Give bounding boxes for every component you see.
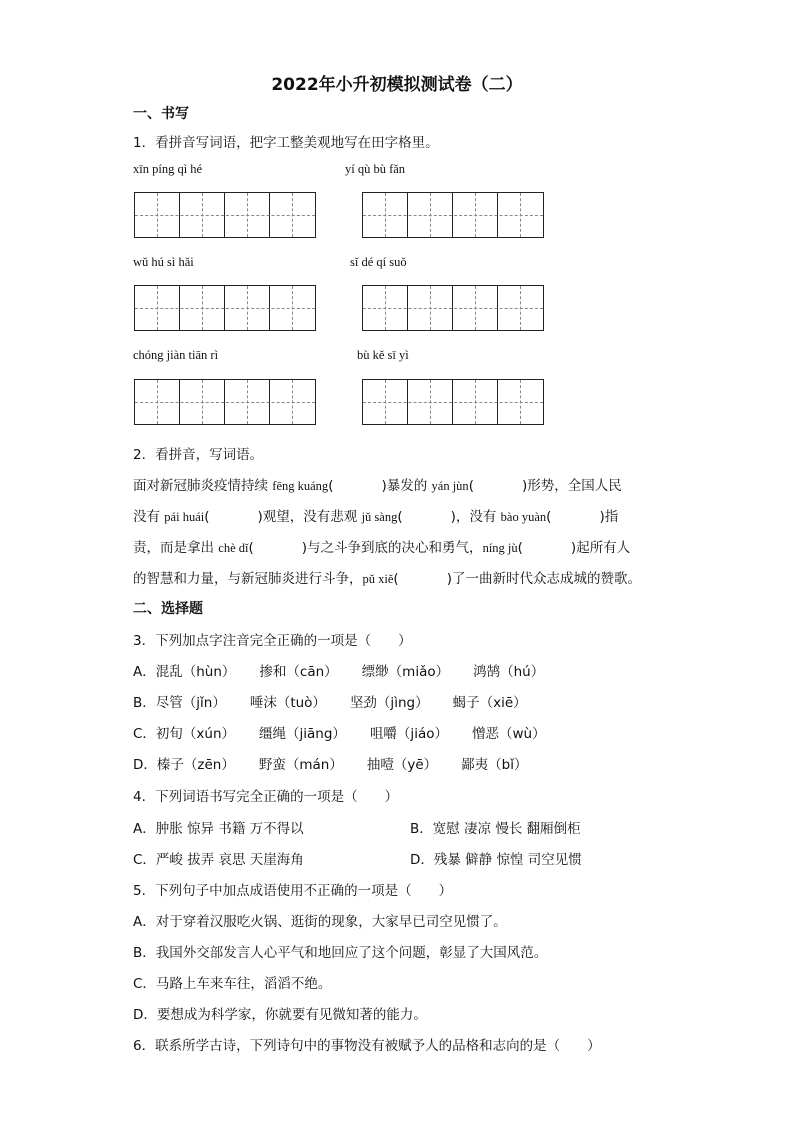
pinyin-label-6: bù kě sī yì xyxy=(357,348,409,362)
tian-grid-2[interactable] xyxy=(362,192,544,238)
q5-option-b: B．我国外交部发言人心平气和地回应了这个问题，彰显了大国风范。 xyxy=(133,945,548,961)
page-title: 2022年小升初模拟测试卷（二） xyxy=(271,75,523,95)
q5-option-d: D．要想成为科学家，你就要有见微知著的能力。 xyxy=(133,1007,427,1023)
tian-grid-6[interactable] xyxy=(362,379,544,425)
section-heading-choice: 二、选择题 xyxy=(133,601,203,617)
section-heading-writing: 一、书写 xyxy=(133,106,189,122)
q2-line-4: 的智慧和力量，与新冠肺炎进行斗争，pǔ xiě( )了一曲新时代众志成城的赞歌。 xyxy=(133,571,641,587)
question-3: 3．下列加点字注音完全正确的一项是（ ） xyxy=(133,633,412,649)
q2-line-2: 没有 pái huái( )观望，没有悲观 jǔ sàng( )，没有 bào yuàn( )指 xyxy=(133,509,619,525)
pinyin-label-4: sǐ dé qí suǒ xyxy=(350,255,407,269)
q2-line-3: 责，而是拿出 chè dǐ( )与之斗争到底的决心和勇气，níng jù( )起所有人 xyxy=(133,540,631,556)
q3-option-a: A．混乱（hùn） 掺和（cān） 缥缈（miǎo） 鸿鹄（hú） xyxy=(133,664,545,680)
q3-option-d: D．榛子（zēn） 野蛮（mán） 抽噎（yē） 鄙夷（bǐ） xyxy=(133,757,528,773)
tian-grid-5[interactable] xyxy=(134,379,316,425)
pinyin-label-2: yí qù bù fǎn xyxy=(345,162,406,176)
q4-option-b: B．宽慰 凄凉 慢长 翻厢倒柜 xyxy=(410,821,581,837)
question-4: 4．下列词语书写完全正确的一项是（ ） xyxy=(133,789,399,805)
tian-grid-3[interactable] xyxy=(134,285,316,331)
question-2: 2．看拼音，写词语。 xyxy=(133,447,264,463)
q4-option-d: D．残暴 僻静 惊惶 司空见惯 xyxy=(410,852,582,868)
pinyin-label-3: wǔ hú sì hǎi xyxy=(133,255,194,269)
q4-option-a: A．肿胀 惊异 书籍 万不得以 xyxy=(133,821,304,837)
tian-grid-1[interactable] xyxy=(134,192,316,238)
q5-option-a: A．对于穿着汉服吃火锅、逛街的现象，大家早已司空见惯了。 xyxy=(133,914,507,930)
q4-option-c: C．严峻 拔弄 哀思 天崖海角 xyxy=(133,852,304,868)
q5-option-c: C．马路上车来车往，滔滔不绝。 xyxy=(133,976,332,992)
question-1: 1．看拼音写词语，把字工整美观地写在田字格里。 xyxy=(133,135,439,151)
tian-grid-4[interactable] xyxy=(362,285,544,331)
q3-option-b: B．尽管（jǐn） 唾沫（tuò） 坚劲（jìng） 蝎子（xiē） xyxy=(133,695,527,711)
q2-line-1: 面对新冠肺炎疫情持续 fēng kuáng( )暴发的 yán jùn( )形势，全国人民 xyxy=(133,478,622,494)
q3-option-c: C．初旬（xún） 缰绳（jiāng） 咀嚼（jiáo） 憎恶（wù） xyxy=(133,726,546,742)
pinyin-label-1: xīn píng qì hé xyxy=(133,162,203,176)
pinyin-label-5: chóng jiàn tiān rì xyxy=(133,348,219,362)
question-6: 6．联系所学古诗，下列诗句中的事物没有被赋予人的品格和志向的是（ ） xyxy=(133,1038,601,1054)
question-5: 5．下列句子中加点成语使用不正确的一项是（ ） xyxy=(133,883,453,899)
